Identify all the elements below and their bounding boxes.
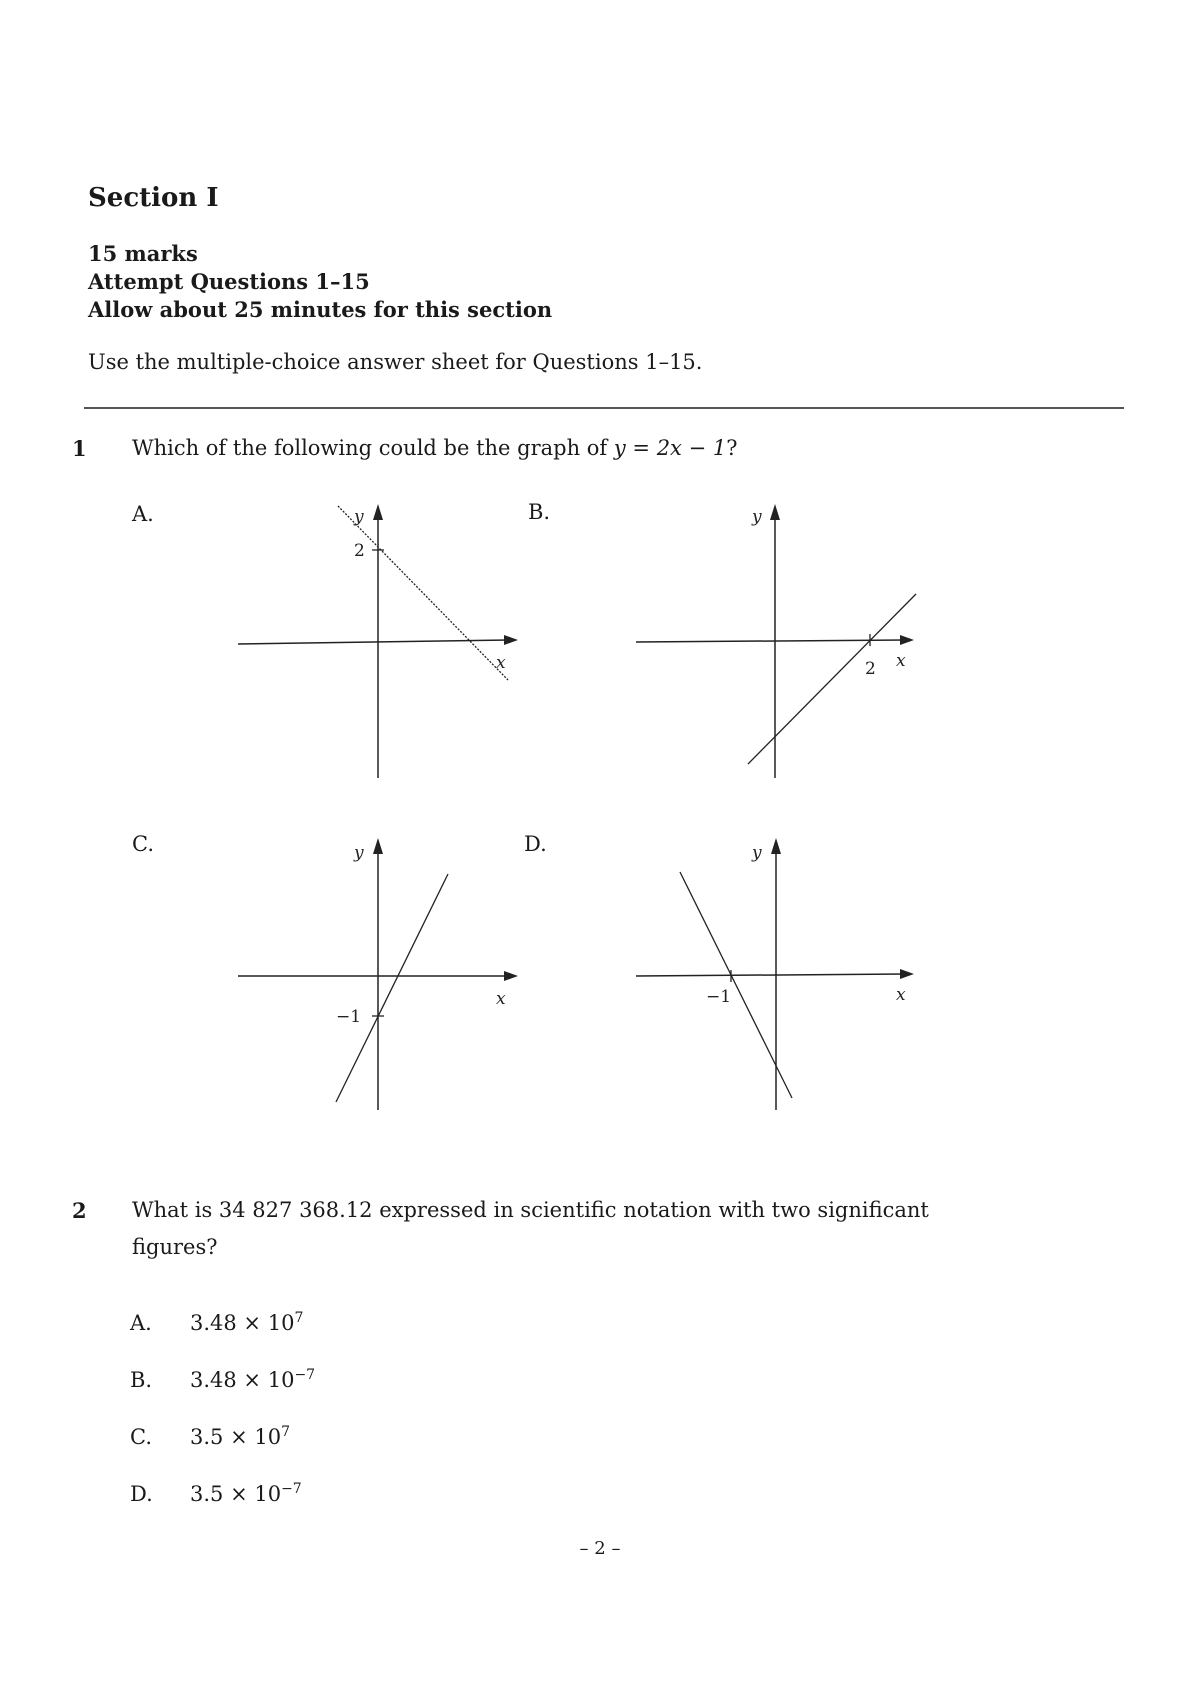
y-intercept-label: 2 — [354, 541, 365, 561]
q1-option-a-letter: A. — [132, 502, 154, 526]
q1-option-c-letter: C. — [132, 832, 154, 856]
q1-option-d-graph — [630, 830, 930, 1120]
y-intercept-label: −1 — [336, 1007, 362, 1027]
y-axis-label: y — [752, 843, 762, 863]
q2-option-b-exponent: −7 — [294, 1367, 316, 1383]
section-divider — [84, 407, 1124, 409]
q2-option-a-letter: A. — [130, 1311, 152, 1335]
q2-option-c — [130, 1424, 290, 1449]
question-1-text — [132, 430, 737, 467]
q1-option-b-letter: B. — [528, 500, 551, 524]
question-1-suffix: ? — [726, 436, 738, 460]
page-number: – 2 – — [579, 1538, 621, 1559]
y-axis-arrow — [771, 838, 781, 854]
question-1-number: 1 — [72, 436, 87, 461]
y-axis-arrow — [373, 504, 383, 520]
q2-option-b — [130, 1367, 315, 1392]
x-intercept-label: −1 — [706, 987, 732, 1007]
question-2-text — [132, 1192, 929, 1266]
x-axis — [636, 974, 906, 976]
x-axis-label: x — [496, 653, 506, 673]
section-meta — [88, 240, 552, 324]
graph-line — [336, 874, 448, 1102]
q1-option-d-letter: D. — [524, 832, 547, 856]
question-2-number: 2 — [72, 1198, 87, 1223]
q1-option-a-graph — [230, 498, 530, 788]
x-axis-arrow — [504, 971, 518, 981]
q2-option-c-mantissa: 3.5 × 10 — [190, 1425, 282, 1449]
q2-option-a — [130, 1310, 303, 1335]
question-1-prefix: Which of the following could be the graph of — [132, 436, 614, 460]
q2-option-a-exponent: 7 — [294, 1310, 304, 1326]
q2-option-d — [130, 1481, 302, 1506]
y-axis-label: y — [752, 507, 762, 527]
q1-option-c-graph — [230, 830, 530, 1120]
x-axis-arrow — [900, 635, 914, 645]
q2-option-d-letter: D. — [130, 1482, 153, 1506]
x-intercept-label: 2 — [865, 659, 876, 679]
graph-line — [680, 872, 792, 1098]
q2-option-c-letter: C. — [130, 1425, 152, 1449]
y-axis-arrow — [373, 838, 383, 854]
y-axis-arrow — [770, 504, 780, 520]
question-2-line-1: What is 34 827 368.12 expressed in scientific notation with two significant — [132, 1198, 929, 1222]
x-axis-arrow — [900, 969, 914, 979]
q1-option-b-graph — [630, 498, 930, 788]
x-axis-arrow — [504, 635, 518, 645]
x-axis — [636, 640, 906, 642]
question-1-equation: y = 2x − 1 — [613, 436, 727, 460]
x-axis-label: x — [896, 651, 906, 671]
q2-option-d-mantissa: 3.5 × 10 — [190, 1482, 282, 1506]
graph-line — [338, 506, 508, 680]
section-marks: 15 marks — [88, 241, 198, 266]
x-axis-label: x — [496, 989, 506, 1009]
graph-line — [748, 594, 916, 764]
y-axis-label: y — [354, 507, 364, 527]
section-attempt: Attempt Questions 1–15 — [88, 269, 370, 294]
x-axis-label: x — [896, 985, 906, 1005]
q2-option-d-exponent: −7 — [281, 1481, 302, 1497]
y-axis-label: y — [354, 843, 364, 863]
q2-option-b-letter: B. — [130, 1368, 153, 1392]
x-axis — [238, 640, 510, 644]
section-time: Allow about 25 minutes for this section — [88, 297, 553, 322]
section-title: Section I — [88, 183, 219, 213]
q2-option-b-mantissa: 3.48 × 10 — [190, 1368, 295, 1392]
q2-option-c-exponent: 7 — [281, 1424, 290, 1440]
section-instruction: Use the multiple-choice answer sheet for Questions 1–15. — [88, 350, 703, 374]
q2-option-a-mantissa: 3.48 × 10 — [190, 1311, 295, 1335]
question-2-line-2: figures? — [132, 1235, 218, 1259]
